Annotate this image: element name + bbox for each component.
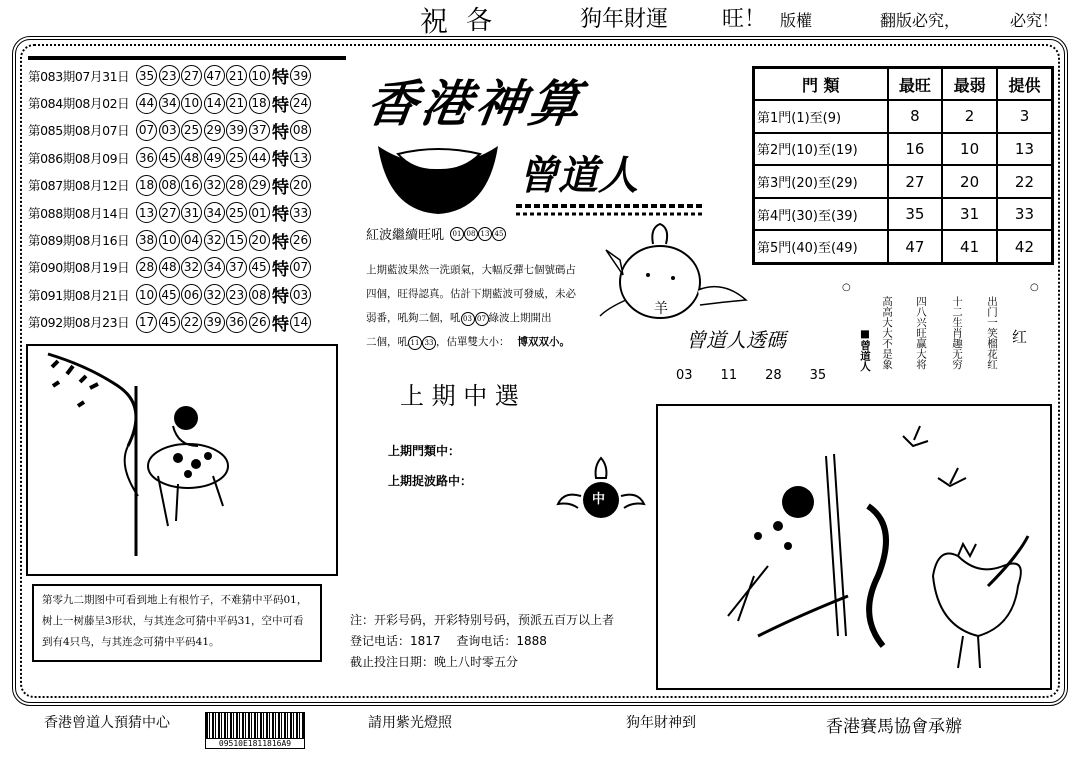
stripe-icon [516, 206, 703, 214]
ball-number: 32 [204, 284, 225, 305]
ball-number: 48 [181, 147, 202, 168]
door-row [754, 198, 1053, 231]
ball-number: 27 [181, 65, 202, 86]
result-row [28, 117, 348, 144]
banner-ge: 各 [466, 6, 493, 36]
ball-number: 28 [226, 175, 247, 196]
special-ball: 20 [290, 175, 311, 196]
ball-number: 16 [181, 175, 202, 196]
notes-l3: 截止投注日期：晚上八时零五分 [350, 655, 519, 669]
top-banner [0, 0, 1080, 36]
ball-number: 20 [249, 230, 270, 251]
max-cell: 8 [888, 100, 943, 133]
para-line-3a: 弱番，吼夠二個，吼 [366, 312, 461, 324]
result-row [28, 226, 348, 253]
ball-number: 32 [204, 230, 225, 251]
vert-c2: 高高大大不是象 [881, 296, 893, 370]
ball-number: 27 [159, 202, 180, 223]
ball-number: 25 [226, 202, 247, 223]
special-ball: 07 [290, 257, 311, 278]
special-label: 特 [272, 287, 289, 308]
door-cell: 第1門(1)至(9) [754, 100, 888, 133]
banner-r1: 旺！ [722, 7, 767, 32]
footer-center: 香港曾道人預猜中心 [44, 715, 170, 731]
barcode-icon [205, 712, 305, 740]
result-label: 第083期07月31日 [28, 68, 130, 84]
ball-number: 37 [249, 120, 270, 141]
results-top-bar [28, 56, 346, 60]
special-ball: 39 [290, 65, 311, 86]
ball-number: 39 [204, 312, 225, 333]
special-label: 特 [272, 177, 289, 198]
ball-number: 45 [159, 312, 180, 333]
tou-ma-number: 03 [676, 368, 693, 383]
para-line-2: 四個，旺得認真。估計下期藍波可發威，未必 [366, 288, 576, 300]
ball-number: 06 [181, 284, 202, 305]
result-row [28, 309, 348, 336]
special-ball: 33 [290, 202, 311, 223]
special-ball: 13 [290, 147, 311, 168]
special-ball: 14 [290, 312, 311, 333]
vert-c6: 红 [1012, 328, 1028, 346]
ball-number: 32 [204, 175, 225, 196]
ball-number: 49 [204, 147, 225, 168]
para-line-4 [366, 330, 612, 354]
ball-number: 18 [249, 93, 270, 114]
ball-number: 34 [159, 93, 180, 114]
small-ball: 33 [422, 336, 436, 350]
last-period-title: 上 期 中 選 [400, 382, 519, 410]
red-wave-line [366, 224, 506, 243]
para-line-4a: 二個，吼 [366, 336, 408, 348]
caption-box: 第零九二期图中可看到地上有根竹子，不难猜中平码01，树上一树藤呈3形状，与其连念可猜中平码31，空中可看到有4只鸟，与其连念可猜中平码41。 [32, 584, 322, 662]
header-give: 提供 [997, 68, 1053, 101]
ball-number: 36 [136, 147, 157, 168]
max-cell: 35 [888, 198, 943, 231]
tou-ma-title: 曾道人透碼 [686, 328, 786, 352]
give-cell: 33 [997, 198, 1053, 231]
goat-figure-icon [598, 220, 748, 330]
vert-c3: 四八兴旺赢大将 [915, 296, 927, 370]
give-cell: 42 [997, 230, 1053, 263]
min-cell: 10 [942, 133, 997, 166]
para-line-4c: 博双双小。 [517, 336, 570, 348]
result-label: 第091期08月21日 [28, 287, 130, 303]
ball-number: 34 [204, 257, 225, 278]
result-row [28, 62, 348, 89]
footer-lamp: 請用紫光燈照 [368, 715, 452, 731]
result-row [28, 199, 348, 226]
ball-number: 21 [226, 65, 247, 86]
special-label: 特 [272, 122, 289, 143]
ball-number: 10 [136, 284, 157, 305]
para-line-1: 上期藍波果然一洗頭氣，大幅反彈七個號碼占 [366, 264, 576, 276]
min-cell: 20 [942, 165, 997, 198]
ball-number: 38 [136, 230, 157, 251]
ball-number: 25 [181, 120, 202, 141]
results-list [28, 56, 348, 336]
ball-number: 01 [249, 202, 270, 223]
ball-number: 25 [226, 147, 247, 168]
banner-r6: 必究！ [1010, 11, 1059, 30]
special-label: 特 [272, 205, 289, 226]
ball-number: 29 [249, 175, 270, 196]
puzzle-image-left [26, 344, 338, 576]
min-cell: 41 [942, 230, 997, 263]
special-label: 特 [272, 232, 289, 253]
ball-number: 29 [204, 120, 225, 141]
door-cell: 第3門(20)至(29) [754, 165, 888, 198]
result-label: 第089期08月16日 [28, 233, 130, 249]
small-ball: 45 [492, 227, 506, 241]
header-min: 最弱 [942, 68, 997, 101]
last-wave: 上期捉波路中： [388, 474, 473, 488]
title-sub: 曾道人 [518, 152, 638, 199]
vert-c5: 出门一笑榴花红 [986, 296, 998, 370]
ball-number: 35 [136, 65, 157, 86]
ball-number: 32 [181, 257, 202, 278]
footer-jockey: 香港賽馬協會承辦 [826, 717, 962, 737]
door-cell: 第5門(40)至(49) [754, 230, 888, 263]
ball-number: 10 [181, 93, 202, 114]
special-label: 特 [272, 95, 289, 116]
tou-ma-number: 28 [765, 368, 782, 383]
para-line-4b: ，估單雙大小： [436, 336, 510, 348]
min-cell: 2 [942, 100, 997, 133]
small-ball: 13 [478, 227, 492, 241]
max-cell: 27 [888, 165, 943, 198]
give-cell: 22 [997, 165, 1053, 198]
goat-label: 羊 [654, 301, 668, 317]
result-row [28, 281, 348, 308]
ball-number: 13 [136, 202, 157, 223]
ball-number: 45 [249, 257, 270, 278]
result-label: 第086期08月09日 [28, 150, 130, 166]
door-row [754, 133, 1053, 166]
ball-number: 08 [249, 284, 270, 305]
result-label: 第087期08月12日 [28, 178, 130, 194]
give-cell: 13 [997, 133, 1053, 166]
door-table [752, 66, 1054, 265]
special-ball: 26 [290, 230, 311, 251]
ball-number: 03 [159, 120, 180, 141]
result-label: 第084期08月02日 [28, 96, 130, 112]
ball-number: 04 [181, 230, 202, 251]
puzzle-image-right [656, 404, 1052, 690]
footer-god: 狗年財神到 [626, 715, 696, 731]
ball-number: 45 [159, 284, 180, 305]
ball-number: 44 [136, 93, 157, 114]
ball-number: 26 [249, 312, 270, 333]
banner-r4: 翻版必究， [880, 11, 961, 30]
result-label: 第090期08月19日 [28, 260, 130, 276]
min-cell: 31 [942, 198, 997, 231]
vert-c4: 十二生肖趣无穷 [951, 296, 963, 370]
result-row [28, 254, 348, 281]
title-block [363, 64, 718, 214]
special-label: 特 [272, 259, 289, 280]
ball-number: 36 [226, 312, 247, 333]
max-cell: 47 [888, 230, 943, 263]
result-label: 第088期08月14日 [28, 205, 130, 221]
door-row [754, 230, 1053, 263]
ball-number: 23 [159, 65, 180, 86]
ball-number: 44 [249, 147, 270, 168]
ball-number: 07 [136, 120, 157, 141]
special-label: 特 [272, 68, 289, 89]
door-row [754, 165, 1053, 198]
tou-ma-number: 35 [809, 368, 827, 383]
small-ball: 08 [464, 227, 478, 241]
red-wave-text: 紅波繼續旺吼 [366, 228, 445, 243]
ball-number: 23 [226, 284, 247, 305]
max-cell: 16 [888, 133, 943, 166]
special-label: 特 [272, 150, 289, 171]
small-ball: 03 [461, 312, 475, 326]
ball-number: 21 [226, 93, 247, 114]
give-cell: 3 [997, 100, 1053, 133]
small-ball: 07 [475, 312, 489, 326]
rooster-bamboo-illustration-icon [658, 406, 1050, 688]
special-label: 特 [272, 314, 289, 335]
title-main: 香港神算 [363, 74, 588, 133]
circle-left-icon: ○ [842, 282, 851, 293]
small-ball: 01 [450, 227, 464, 241]
header-max: 最旺 [888, 68, 943, 101]
result-row [28, 144, 348, 171]
ball-number: 28 [136, 257, 157, 278]
circle-right-icon: ○ [1030, 282, 1039, 293]
door-cell: 第2門(10)至(19) [754, 133, 888, 166]
barcode-text: 09510E1811816A9 [205, 738, 305, 749]
ball-number: 18 [136, 175, 157, 196]
door-row [754, 100, 1053, 133]
banner-mid: 狗年財運 [580, 7, 669, 32]
ball-number: 08 [159, 175, 180, 196]
result-label: 第092期08月23日 [28, 315, 130, 331]
notes-block [350, 610, 614, 673]
ball-number: 10 [159, 230, 180, 251]
special-ball: 24 [290, 93, 311, 114]
notes-l1: 注：开彩号码，开彩特别号码，预派五百万以上者 [350, 613, 615, 627]
notes-l2: 登记电话：1817 查询电话：1888 [350, 634, 547, 648]
ball-number: 31 [181, 202, 202, 223]
para-line-3 [366, 306, 612, 330]
header-door: 門 類 [754, 68, 888, 101]
banner-zhu: 祝 [420, 5, 449, 38]
analysis-paragraph [366, 258, 612, 354]
ball-number: 45 [159, 147, 180, 168]
ball-number: 14 [204, 93, 225, 114]
ball-number: 39 [226, 120, 247, 141]
rider-illustration-icon [28, 346, 336, 574]
vert-c1: ■曾道人 [859, 328, 871, 372]
ball-number: 22 [181, 312, 202, 333]
ball-number: 47 [204, 65, 225, 86]
ball-number: 10 [249, 65, 270, 86]
banner-r2: 版權 [780, 11, 813, 30]
last-door: 上期門類中： [388, 444, 461, 458]
ball-number: 34 [204, 202, 225, 223]
door-cell: 第4門(30)至(39) [754, 198, 888, 231]
special-ball: 08 [290, 120, 311, 141]
ball-number: 15 [226, 230, 247, 251]
result-row [28, 89, 348, 116]
result-label: 第085期08月07日 [28, 123, 130, 139]
small-ball: 11 [408, 336, 422, 350]
special-ball: 03 [290, 284, 311, 305]
tou-ma-nums [676, 368, 826, 383]
ball-number: 37 [226, 257, 247, 278]
result-row [28, 172, 348, 199]
ball-number: 48 [159, 257, 180, 278]
ball-number: 17 [136, 312, 157, 333]
tou-ma-number: 11 [720, 368, 738, 383]
para-line-3b: 綠波上期開出 [488, 312, 552, 324]
zhong-label: 中 [592, 492, 606, 507]
